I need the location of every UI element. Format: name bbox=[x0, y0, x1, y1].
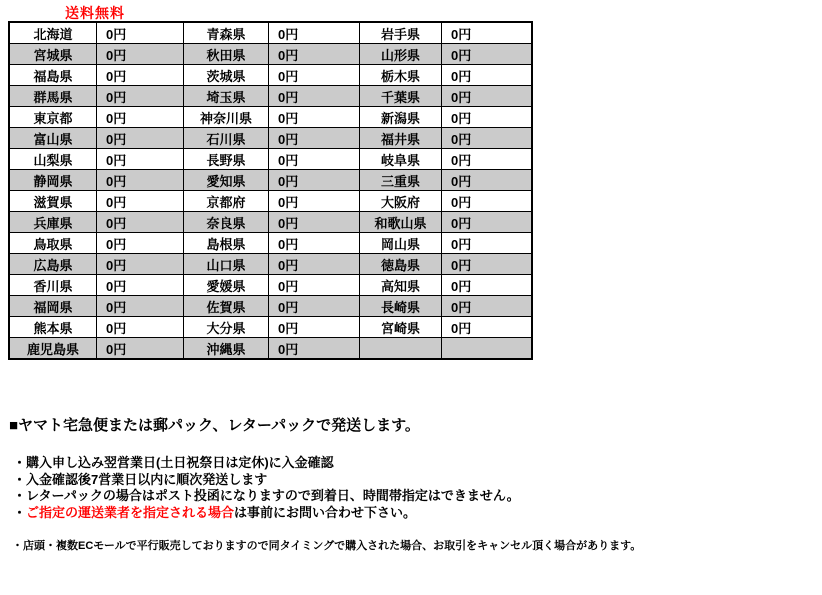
fee-cell: 0円 bbox=[442, 65, 533, 86]
fee-cell: 0円 bbox=[97, 275, 184, 296]
fee-cell: 0円 bbox=[442, 128, 533, 149]
bullet-note: ・入金確認後7営業日以内に順次発送します bbox=[13, 471, 268, 487]
table-row bbox=[9, 296, 532, 317]
fee-cell: 0円 bbox=[97, 296, 184, 317]
fee-cell: 0円 bbox=[97, 149, 184, 170]
prefecture-cell: 新潟県 bbox=[360, 107, 442, 128]
prefecture-cell: 高知県 bbox=[360, 275, 442, 296]
prefecture-cell: 奈良県 bbox=[184, 212, 269, 233]
fee-cell: 0円 bbox=[269, 296, 360, 317]
prefecture-cell: 石川県 bbox=[184, 128, 269, 149]
fee-cell: 0円 bbox=[97, 212, 184, 233]
prefecture-cell: 岩手県 bbox=[360, 22, 442, 44]
table-row bbox=[9, 275, 532, 296]
prefecture-cell: 山形県 bbox=[360, 44, 442, 65]
fee-cell: 0円 bbox=[442, 296, 533, 317]
fee-cell: 0円 bbox=[442, 44, 533, 65]
prefecture-cell: 山梨県 bbox=[9, 149, 97, 170]
prefecture-cell: 香川県 bbox=[9, 275, 97, 296]
prefecture-cell: 宮城県 bbox=[9, 44, 97, 65]
fee-cell: 0円 bbox=[442, 317, 533, 338]
bullet-list bbox=[13, 455, 520, 505]
fee-cell: 0円 bbox=[442, 86, 533, 107]
fee-cell: 0円 bbox=[97, 170, 184, 191]
fee-cell: 0円 bbox=[97, 107, 184, 128]
prefecture-cell: 島根県 bbox=[184, 233, 269, 254]
fee-cell: 0円 bbox=[97, 128, 184, 149]
fee-cell: 0円 bbox=[97, 317, 184, 338]
prefecture-cell: 三重県 bbox=[360, 170, 442, 191]
fee-cell: 0円 bbox=[97, 22, 184, 44]
fee-cell: 0円 bbox=[97, 191, 184, 212]
table-row bbox=[9, 170, 532, 191]
table-row bbox=[9, 65, 532, 86]
prefecture-cell: 福岡県 bbox=[9, 296, 97, 317]
fee-cell: 0円 bbox=[269, 212, 360, 233]
fee-cell: 0円 bbox=[442, 22, 533, 44]
fee-cell: 0円 bbox=[269, 233, 360, 254]
prefecture-cell: 大分県 bbox=[184, 317, 269, 338]
fee-cell: 0円 bbox=[269, 191, 360, 212]
fee-cell: 0円 bbox=[442, 191, 533, 212]
prefecture-cell: 栃木県 bbox=[360, 65, 442, 86]
prefecture-cell: 兵庫県 bbox=[9, 212, 97, 233]
fee-cell: 0円 bbox=[442, 275, 533, 296]
prefecture-cell: 群馬県 bbox=[9, 86, 97, 107]
free-shipping-label: 送料無料 bbox=[65, 5, 125, 21]
shipping-fee-table bbox=[8, 21, 533, 360]
fee-cell: 0円 bbox=[97, 254, 184, 275]
prefecture-cell: 愛知県 bbox=[184, 170, 269, 191]
prefecture-cell: 秋田県 bbox=[184, 44, 269, 65]
bullet-note: ・購入申し込み翌営業日(土日祝祭日は定休)に入金確認 bbox=[13, 455, 334, 470]
parallel-sales-note: ・店頭・複数ECモールで平行販売しておりますので同タイミングで購入された場合、お取引をキャンセル頂く場合があります。 bbox=[12, 540, 642, 552]
prefecture-cell: 鹿児島県 bbox=[9, 338, 97, 360]
prefecture-cell: 熊本県 bbox=[9, 317, 97, 338]
bullet-red-text: ご指定の運送業者を指定される場合 bbox=[26, 505, 235, 521]
fee-cell: 0円 bbox=[442, 212, 533, 233]
table-row bbox=[9, 317, 532, 338]
shipping-fee-table-body bbox=[9, 22, 532, 359]
fee-cell bbox=[442, 338, 533, 360]
fee-cell: 0円 bbox=[442, 233, 533, 254]
fee-cell: 0円 bbox=[269, 65, 360, 86]
table-row bbox=[9, 233, 532, 254]
prefecture-cell: 京都府 bbox=[184, 191, 269, 212]
prefecture-cell: 愛媛県 bbox=[184, 275, 269, 296]
fee-cell: 0円 bbox=[269, 254, 360, 275]
bullet-note: ・レターパックの場合はポスト投函になりますので到着日、時間帯指定はできません。 bbox=[13, 488, 520, 504]
prefecture-cell: 埼玉県 bbox=[184, 86, 269, 107]
prefecture-cell: 佐賀県 bbox=[184, 296, 269, 317]
fee-cell: 0円 bbox=[269, 44, 360, 65]
fee-cell: 0円 bbox=[269, 149, 360, 170]
prefecture-cell: 青森県 bbox=[184, 22, 269, 44]
prefecture-cell: 千葉県 bbox=[360, 86, 442, 107]
prefecture-cell: 大阪府 bbox=[360, 191, 442, 212]
prefecture-cell: 茨城県 bbox=[184, 65, 269, 86]
table-row bbox=[9, 128, 532, 149]
prefecture-cell: 岡山県 bbox=[360, 233, 442, 254]
table-row bbox=[9, 191, 532, 212]
table-row bbox=[9, 212, 532, 233]
prefecture-cell: 沖縄県 bbox=[184, 338, 269, 360]
fee-cell: 0円 bbox=[97, 86, 184, 107]
table-row bbox=[9, 254, 532, 275]
prefecture-cell: 滋賀県 bbox=[9, 191, 97, 212]
prefecture-cell: 静岡県 bbox=[9, 170, 97, 191]
fee-cell: 0円 bbox=[269, 275, 360, 296]
fee-cell: 0円 bbox=[97, 233, 184, 254]
prefecture-cell: 長崎県 bbox=[360, 296, 442, 317]
fee-cell: 0円 bbox=[442, 170, 533, 191]
fee-cell: 0円 bbox=[97, 44, 184, 65]
fee-cell: 0円 bbox=[442, 107, 533, 128]
fee-cell: 0円 bbox=[269, 22, 360, 44]
fee-cell: 0円 bbox=[269, 86, 360, 107]
bullet-tail-text: は事前にお問い合わせ下さい。 bbox=[234, 505, 417, 521]
fee-cell: 0円 bbox=[269, 128, 360, 149]
fee-cell: 0円 bbox=[269, 317, 360, 338]
table-row bbox=[9, 107, 532, 128]
prefecture-cell: 富山県 bbox=[9, 128, 97, 149]
fee-cell: 0円 bbox=[269, 107, 360, 128]
prefecture-cell bbox=[360, 338, 442, 360]
prefecture-cell: 山口県 bbox=[184, 254, 269, 275]
fee-cell: 0円 bbox=[442, 149, 533, 170]
prefecture-cell: 宮崎県 bbox=[360, 317, 442, 338]
prefecture-cell: 福島県 bbox=[9, 65, 97, 86]
prefecture-cell: 岐阜県 bbox=[360, 149, 442, 170]
fee-cell: 0円 bbox=[97, 65, 184, 86]
prefecture-cell: 鳥取県 bbox=[9, 233, 97, 254]
table-row bbox=[9, 22, 532, 44]
prefecture-cell: 福井県 bbox=[360, 128, 442, 149]
prefecture-cell: 東京都 bbox=[9, 107, 97, 128]
bullet-prefix: ・ bbox=[13, 505, 27, 521]
prefecture-cell: 和歌山県 bbox=[360, 212, 442, 233]
table-row bbox=[9, 86, 532, 107]
shipping-bullets bbox=[13, 455, 520, 522]
prefecture-cell: 北海道 bbox=[9, 22, 97, 44]
prefecture-cell: 神奈川県 bbox=[184, 107, 269, 128]
bullet-note-carrier bbox=[13, 505, 520, 522]
prefecture-cell: 徳島県 bbox=[360, 254, 442, 275]
table-row bbox=[9, 338, 532, 360]
fee-cell: 0円 bbox=[269, 170, 360, 191]
prefecture-cell: 広島県 bbox=[9, 254, 97, 275]
table-row bbox=[9, 149, 532, 170]
fee-cell: 0円 bbox=[97, 338, 184, 360]
fee-cell: 0円 bbox=[442, 254, 533, 275]
shipping-method-note: ■ヤマト宅急便または郵パック、レターパックで発送します。 bbox=[9, 417, 420, 434]
prefecture-cell: 長野県 bbox=[184, 149, 269, 170]
fee-cell: 0円 bbox=[269, 338, 360, 360]
table-row bbox=[9, 44, 532, 65]
